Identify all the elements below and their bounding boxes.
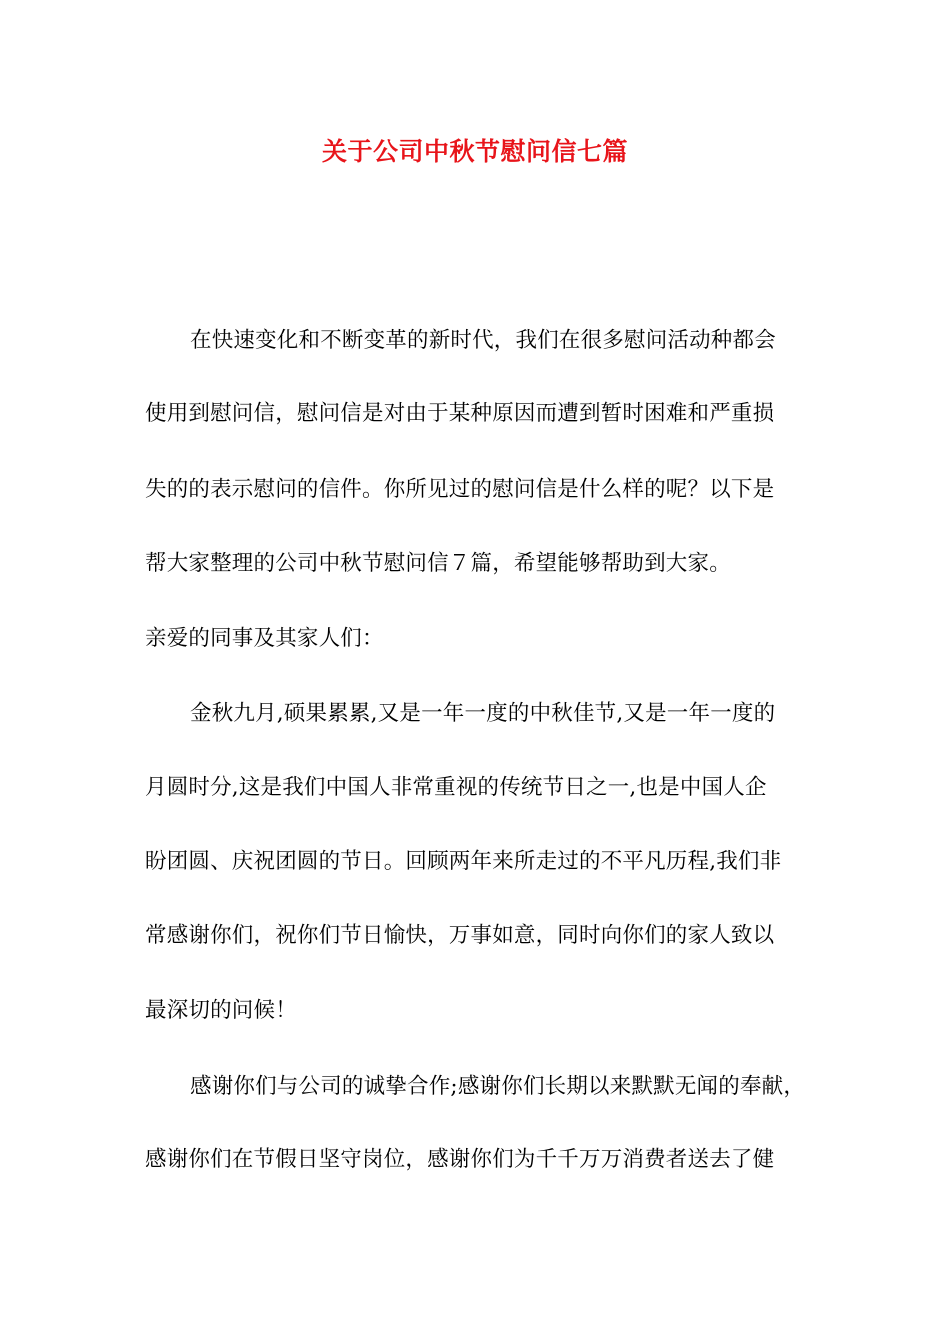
paragraph-line: 金秋九月,硕果累累,又是一年一度的中秋佳节,又是一年一度的 xyxy=(190,701,776,726)
salutation-line: 亲爱的同事及其家人们： xyxy=(145,626,384,651)
paragraph-line: 帮大家整理的公司中秋节慰问信７篇，希望能够帮助到大家。 xyxy=(145,551,731,576)
paragraph-line: 常感谢你们，祝你们节日愉快，万事如意，同时向你们的家人致以 xyxy=(145,923,775,948)
paragraph-line: 盼团圆、庆祝团圆的节日。回顾两年来所走过的不平凡历程,我们非 xyxy=(145,849,782,874)
paragraph-line: 月圆时分,这是我们中国人非常重视的传统节日之一,也是中国人企 xyxy=(145,775,767,800)
paragraph-line: 使用到慰问信，慰问信是对由于某种原因而遭到暂时困难和严重损 xyxy=(145,401,775,426)
paragraph-line: 最深切的问候！ xyxy=(145,998,297,1023)
paragraph-line: 感谢你们在节假日坚守岗位，感谢你们为千千万万消费者送去了健 xyxy=(145,1147,775,1172)
paragraph-line: 感谢你们与公司的诚挚合作;感谢你们长期以来默默无闻的奉献， xyxy=(190,1074,806,1099)
paragraph-line: 失的的表示慰问的信件。你所见过的慰问信是什么样的呢？以下是 xyxy=(145,477,775,502)
paragraph-line: 在快速变化和不断变革的新时代，我们在很多慰问活动种都会 xyxy=(190,328,776,353)
document-title: 关于公司中秋节慰问信七篇 xyxy=(321,137,628,166)
